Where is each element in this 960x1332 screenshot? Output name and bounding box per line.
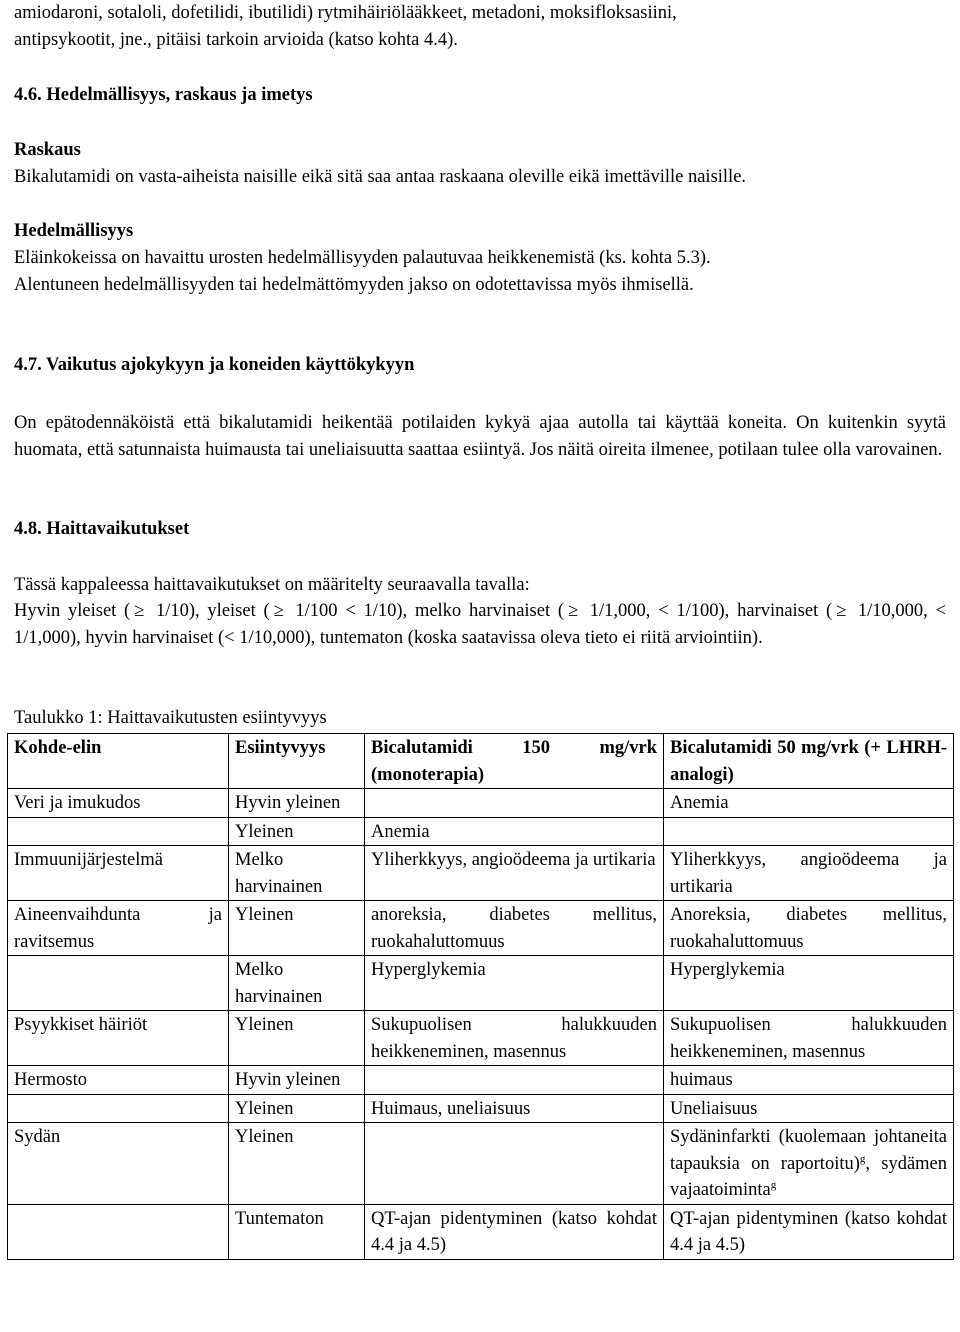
header-50mg: Bicalutamidi 50 mg/vrk (+ LHRH-analogi) [664, 734, 954, 789]
cell-150mg: anoreksia, diabetes mellitus, ruokahaluttomuus [365, 901, 664, 956]
cell-frequency: Tuntematon [229, 1204, 365, 1259]
table-row [8, 1066, 954, 1095]
cell-frequency: Yleinen [229, 817, 365, 846]
cell-organ [8, 817, 229, 846]
cell-150mg: Anemia [365, 817, 664, 846]
footnote-g: g [770, 1178, 777, 1191]
table-row [8, 1204, 954, 1259]
table-row [8, 789, 954, 818]
cell-50mg: Anoreksia, diabetes mellitus, ruokahaluttomuus [664, 901, 954, 956]
table-row [8, 1011, 954, 1066]
header-150mg: Bicalutamidi 150 mg/vrk (monoterapia) [365, 734, 664, 789]
top-line-2: antipsykootit, jne., pitäisi tarkoin arvioida (katso kohta 4.4). [14, 30, 458, 50]
freq-part-c: 1/100 < 1/10), melko harvinaiset ( [287, 601, 565, 621]
sydan-text-b: , sydämen vajaatoiminta [670, 1153, 948, 1200]
cell-50mg: QT-ajan pidentyminen (katso kohdat 4.4 ja 4.5) [664, 1204, 954, 1259]
cell-frequency: Melko harvinainen [229, 956, 365, 1011]
cell-frequency: Yleinen [229, 901, 365, 956]
raskaus-heading: Raskaus [14, 140, 81, 160]
cell-150mg: Sukupuolisen halukkuuden heikkeneminen, masennus [365, 1011, 664, 1066]
cell-50mg: Yliherkkyys, angioödeema ja urtikaria [664, 846, 954, 901]
table-row [8, 817, 954, 846]
cell-organ: Psyykkiset häiriöt [8, 1011, 229, 1066]
hedelmallisyys-line-2: Alentuneen hedelmällisyyden tai hedelmättömyyden jakso on odotettavissa myös ihmisellä. [14, 275, 694, 295]
geq-symbol: ≥ [134, 601, 145, 621]
cell-organ: Aineenvaihdunta ja ravitsemus [8, 901, 229, 956]
cell-frequency: Yleinen [229, 1094, 365, 1123]
cell-frequency: Yleinen [229, 1011, 365, 1066]
geq-symbol: ≥ [273, 601, 284, 621]
cell-50mg: Hyperglykemia [664, 956, 954, 1011]
cell-organ [8, 956, 229, 1011]
header-frequency: Esiintyvyys [229, 734, 365, 789]
cell-150mg: Hyperglykemia [365, 956, 664, 1011]
section-4-7-title: 4.7. Vaikutus ajokykyyn ja koneiden käyttökykyyn [14, 355, 415, 375]
cell-150mg: Yliherkkyys, angioödeema ja urtikaria [365, 846, 664, 901]
cell-50mg: huimaus [664, 1066, 954, 1095]
cell-50mg-sydan [664, 1123, 954, 1205]
cell-frequency: Melko harvinainen [229, 846, 365, 901]
section-4-6-title: 4.6. Hedelmällisyys, raskaus ja imetys [14, 85, 313, 105]
cell-150mg [365, 1066, 664, 1095]
cell-organ [8, 1204, 229, 1259]
cell-frequency: Hyvin yleinen [229, 789, 365, 818]
cell-frequency: Yleinen [229, 1123, 365, 1205]
sydan-text-a: Sydäninfarkti (kuolemaan johtaneita tapauksia on raportoitu) [670, 1127, 947, 1174]
cell-organ [8, 1094, 229, 1123]
table-row [8, 901, 954, 956]
freq-part-e: 1/10,000, < 1/1,000), hyvin harvinaiset (< 1/10,000), tuntematon (koska saatavissa oleva tieto ei riitä arviointiin). [14, 601, 946, 648]
freq-part-a: Hyvin yleiset ( [14, 601, 131, 621]
section-4-8-title: 4.8. Haittavaikutukset [14, 519, 190, 539]
cell-organ: Immuunijärjestelmä [8, 846, 229, 901]
cell-150mg: Huimaus, uneliaisuus [365, 1094, 664, 1123]
table-caption: Taulukko 1: Haittavaikutusten esiintyvyys [14, 708, 327, 728]
section-4-8-intro: Tässä kappaleessa haittavaikutukset on määritelty seuraavalla tavalla: [14, 575, 530, 595]
table-row [8, 956, 954, 1011]
cell-50mg: Uneliaisuus [664, 1094, 954, 1123]
geq-symbol: ≥ [567, 601, 579, 621]
cell-50mg: Sukupuolisen halukkuuden heikkeneminen, masennus [664, 1011, 954, 1066]
adverse-effects-table [7, 733, 954, 1260]
freq-part-d: 1/1,000, < 1/100), harvinaiset ( [582, 601, 833, 621]
table-row [8, 1123, 954, 1205]
top-line-1: amiodaroni, sotaloli, dofetilidi, ibutilidi) rytmihäiriölääkkeet, metadoni, moksifloksasiini, [14, 3, 677, 23]
header-organ: Kohde-elin [8, 734, 229, 789]
freq-part-b: 1/10), yleiset ( [148, 601, 270, 621]
hedelmallisyys-heading: Hedelmällisyys [14, 221, 134, 241]
frequency-definitions [14, 598, 946, 651]
geq-symbol: ≥ [836, 601, 847, 621]
cell-150mg: QT-ajan pidentyminen (katso kohdat 4.4 ja 4.5) [365, 1204, 664, 1259]
hedelmallisyys-line-1: Eläinkokeissa on havaittu urosten hedelmällisyyden palautuvaa heikkenemistä (ks. kohta 5.3). [14, 248, 711, 268]
cell-150mg [365, 1123, 664, 1205]
cell-150mg [365, 789, 664, 818]
cell-50mg [664, 817, 954, 846]
cell-organ: Hermosto [8, 1066, 229, 1095]
cell-organ: Sydän [8, 1123, 229, 1205]
cell-frequency: Hyvin yleinen [229, 1066, 365, 1095]
table-row [8, 1094, 954, 1123]
table-row [8, 846, 954, 901]
footnote-g: g [859, 1152, 866, 1165]
cell-organ: Veri ja imukudos [8, 789, 229, 818]
raskaus-text: Bikalutamidi on vasta-aiheista naisille eikä sitä saa antaa raskaana oleville eikä imettäville naisille. [14, 167, 747, 187]
table-header-row [8, 734, 954, 789]
cell-50mg: Anemia [664, 789, 954, 818]
section-4-7-text: On epätodennäköistä että bikalutamidi heikentää potilaiden kykyä ajaa autolla tai käyttää koneita. On kuitenkin syytä huomata, että satunnaista huimausta tai uneliaisuutta saattaa esiintyä. Jos näitä oireita ilmenee, potilaan tulee olla varovainen. [14, 413, 946, 460]
